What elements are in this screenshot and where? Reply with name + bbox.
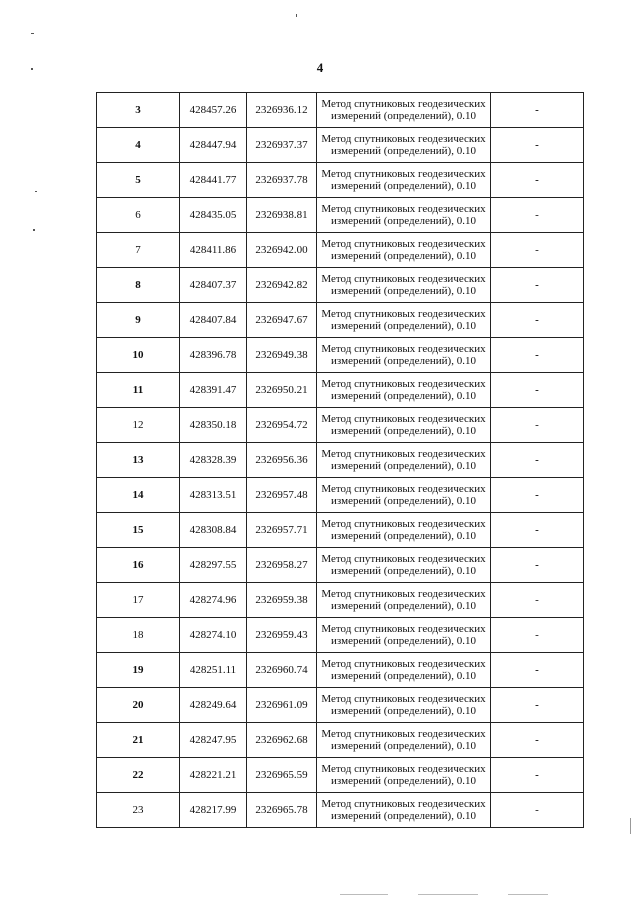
method-cell: Метод спутниковых геодезических измерений (определений), 0.10 [317, 653, 491, 688]
note-cell: - [491, 93, 584, 128]
note-cell: - [491, 163, 584, 198]
coordinates-table [96, 92, 584, 828]
table-row [97, 723, 584, 758]
note-cell: - [491, 793, 584, 828]
point-number-cell: 17 [97, 583, 180, 618]
note-cell: - [491, 548, 584, 583]
point-number-cell: 7 [97, 233, 180, 268]
method-cell: Метод спутниковых геодезических измерений (определений), 0.10 [317, 583, 491, 618]
y-coordinate-cell: 2326938.81 [247, 198, 317, 233]
y-coordinate-cell: 2326947.67 [247, 303, 317, 338]
point-number-cell: 22 [97, 758, 180, 793]
table-row [97, 338, 584, 373]
method-cell: Метод спутниковых геодезических измерений (определений), 0.10 [317, 758, 491, 793]
note-cell: - [491, 618, 584, 653]
x-coordinate-cell: 428274.96 [180, 583, 247, 618]
y-coordinate-cell: 2326949.38 [247, 338, 317, 373]
table-row [97, 548, 584, 583]
y-coordinate-cell: 2326956.36 [247, 443, 317, 478]
table-row [97, 618, 584, 653]
x-coordinate-cell: 428407.84 [180, 303, 247, 338]
x-coordinate-cell: 428407.37 [180, 268, 247, 303]
table-row [97, 93, 584, 128]
note-cell: - [491, 198, 584, 233]
method-cell: Метод спутниковых геодезических измерений (определений), 0.10 [317, 198, 491, 233]
x-coordinate-cell: 428217.99 [180, 793, 247, 828]
point-number-cell: 20 [97, 688, 180, 723]
note-cell: - [491, 373, 584, 408]
note-cell: - [491, 128, 584, 163]
y-coordinate-cell: 2326942.82 [247, 268, 317, 303]
x-coordinate-cell: 428251.11 [180, 653, 247, 688]
x-coordinate-cell: 428435.05 [180, 198, 247, 233]
method-cell: Метод спутниковых геодезических измерений (определений), 0.10 [317, 548, 491, 583]
scan-footer-line [340, 894, 388, 895]
x-coordinate-cell: 428391.47 [180, 373, 247, 408]
method-cell: Метод спутниковых геодезических измерений (определений), 0.10 [317, 688, 491, 723]
table-row [97, 583, 584, 618]
y-coordinate-cell: 2326960.74 [247, 653, 317, 688]
note-cell: - [491, 268, 584, 303]
method-cell: Метод спутниковых геодезических измерений (определений), 0.10 [317, 373, 491, 408]
page-number: 4 [316, 60, 324, 75]
point-number-cell: 9 [97, 303, 180, 338]
table-row [97, 443, 584, 478]
y-coordinate-cell: 2326965.78 [247, 793, 317, 828]
note-cell: - [491, 723, 584, 758]
x-coordinate-cell: 428249.64 [180, 688, 247, 723]
table-row [97, 513, 584, 548]
y-coordinate-cell: 2326959.38 [247, 583, 317, 618]
note-cell: - [491, 303, 584, 338]
point-number-cell: 11 [97, 373, 180, 408]
x-coordinate-cell: 428447.94 [180, 128, 247, 163]
table-row [97, 478, 584, 513]
x-coordinate-cell: 428411.86 [180, 233, 247, 268]
table-row [97, 163, 584, 198]
y-coordinate-cell: 2326936.12 [247, 93, 317, 128]
table-row [97, 793, 584, 828]
point-number-cell: 16 [97, 548, 180, 583]
y-coordinate-cell: 2326937.78 [247, 163, 317, 198]
y-coordinate-cell: 2326937.37 [247, 128, 317, 163]
point-number-cell: 8 [97, 268, 180, 303]
x-coordinate-cell: 428308.84 [180, 513, 247, 548]
point-number-cell: 4 [97, 128, 180, 163]
y-coordinate-cell: 2326950.21 [247, 373, 317, 408]
x-coordinate-cell: 428396.78 [180, 338, 247, 373]
x-coordinate-cell: 428457.26 [180, 93, 247, 128]
method-cell: Метод спутниковых геодезических измерений (определений), 0.10 [317, 513, 491, 548]
table-row [97, 233, 584, 268]
y-coordinate-cell: 2326958.27 [247, 548, 317, 583]
point-number-cell: 15 [97, 513, 180, 548]
note-cell: - [491, 583, 584, 618]
method-cell: Метод спутниковых геодезических измерений (определений), 0.10 [317, 408, 491, 443]
method-cell: Метод спутниковых геодезических измерений (определений), 0.10 [317, 338, 491, 373]
note-cell: - [491, 758, 584, 793]
table-row [97, 688, 584, 723]
point-number-cell: 12 [97, 408, 180, 443]
scan-speck [31, 68, 33, 70]
y-coordinate-cell: 2326957.71 [247, 513, 317, 548]
point-number-cell: 14 [97, 478, 180, 513]
table-row [97, 303, 584, 338]
table-row [97, 758, 584, 793]
method-cell: Метод спутниковых геодезических измерений (определений), 0.10 [317, 478, 491, 513]
point-number-cell: 6 [97, 198, 180, 233]
method-cell: Метод спутниковых геодезических измерений (определений), 0.10 [317, 618, 491, 653]
scan-edge-mark [630, 818, 631, 834]
point-number-cell: 10 [97, 338, 180, 373]
y-coordinate-cell: 2326954.72 [247, 408, 317, 443]
x-coordinate-cell: 428221.21 [180, 758, 247, 793]
point-number-cell: 19 [97, 653, 180, 688]
method-cell: Метод спутниковых геодезических измерений (определений), 0.10 [317, 443, 491, 478]
scan-speck [296, 14, 297, 17]
y-coordinate-cell: 2326961.09 [247, 688, 317, 723]
table-row [97, 198, 584, 233]
note-cell: - [491, 338, 584, 373]
y-coordinate-cell: 2326959.43 [247, 618, 317, 653]
table-row [97, 653, 584, 688]
scan-speck [31, 33, 34, 34]
y-coordinate-cell: 2326962.68 [247, 723, 317, 758]
y-coordinate-cell: 2326942.00 [247, 233, 317, 268]
note-cell: - [491, 688, 584, 723]
x-coordinate-cell: 428247.95 [180, 723, 247, 758]
table-row [97, 408, 584, 443]
note-cell: - [491, 233, 584, 268]
scan-footer-line [508, 894, 548, 895]
point-number-cell: 23 [97, 793, 180, 828]
note-cell: - [491, 513, 584, 548]
method-cell: Метод спутниковых геодезических измерений (определений), 0.10 [317, 723, 491, 758]
x-coordinate-cell: 428350.18 [180, 408, 247, 443]
table-row [97, 373, 584, 408]
note-cell: - [491, 443, 584, 478]
note-cell: - [491, 478, 584, 513]
coordinates-table-body [97, 93, 584, 828]
scan-speck [35, 191, 37, 192]
method-cell: Метод спутниковых геодезических измерений (определений), 0.10 [317, 793, 491, 828]
x-coordinate-cell: 428313.51 [180, 478, 247, 513]
note-cell: - [491, 653, 584, 688]
point-number-cell: 3 [97, 93, 180, 128]
y-coordinate-cell: 2326957.48 [247, 478, 317, 513]
x-coordinate-cell: 428274.10 [180, 618, 247, 653]
y-coordinate-cell: 2326965.59 [247, 758, 317, 793]
point-number-cell: 13 [97, 443, 180, 478]
table-row [97, 268, 584, 303]
scan-speck [33, 229, 35, 231]
method-cell: Метод спутниковых геодезических измерений (определений), 0.10 [317, 128, 491, 163]
x-coordinate-cell: 428328.39 [180, 443, 247, 478]
point-number-cell: 5 [97, 163, 180, 198]
note-cell: - [491, 408, 584, 443]
point-number-cell: 18 [97, 618, 180, 653]
method-cell: Метод спутниковых геодезических измерений (определений), 0.10 [317, 303, 491, 338]
table-row [97, 128, 584, 163]
method-cell: Метод спутниковых геодезических измерений (определений), 0.10 [317, 233, 491, 268]
method-cell: Метод спутниковых геодезических измерений (определений), 0.10 [317, 268, 491, 303]
x-coordinate-cell: 428441.77 [180, 163, 247, 198]
point-number-cell: 21 [97, 723, 180, 758]
method-cell: Метод спутниковых геодезических измерений (определений), 0.10 [317, 93, 491, 128]
method-cell: Метод спутниковых геодезических измерений (определений), 0.10 [317, 163, 491, 198]
scan-footer-line [418, 894, 478, 895]
x-coordinate-cell: 428297.55 [180, 548, 247, 583]
